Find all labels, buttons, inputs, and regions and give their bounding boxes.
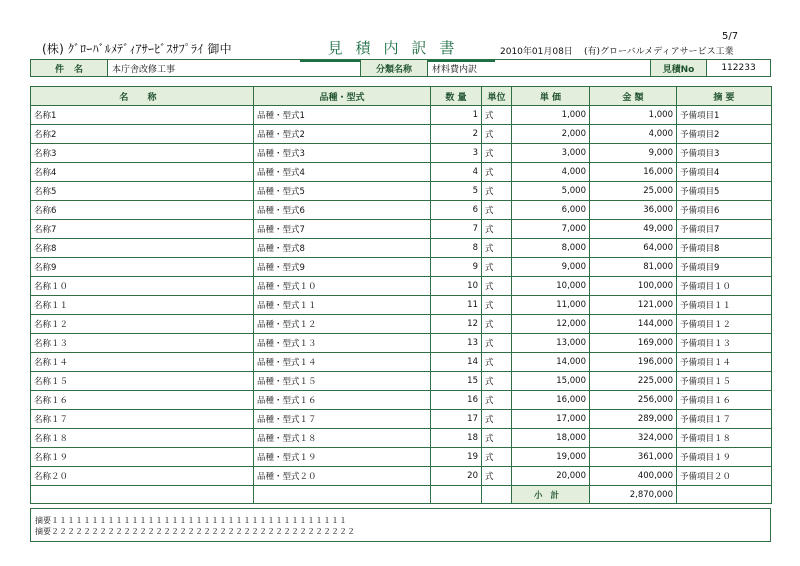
cell-name: 名称5	[31, 182, 254, 201]
cell-amount: 256,000	[590, 391, 677, 410]
cell-name: 名称3	[31, 144, 254, 163]
table-row	[31, 315, 772, 334]
cell-type: 品種・型式１１	[254, 296, 431, 315]
cell-amount: 361,000	[590, 448, 677, 467]
cell-unit-price: 20,000	[512, 467, 590, 486]
issuer-company: (有)グローバルメディアサービス工業	[584, 47, 734, 57]
cell-type: 品種・型式２０	[254, 467, 431, 486]
cell-name: 名称１４	[31, 353, 254, 372]
cell-type: 品種・型式5	[254, 182, 431, 201]
subtotal-blank	[677, 486, 772, 504]
table-row	[31, 353, 772, 372]
info-bar	[30, 59, 771, 77]
cell-type: 品種・型式１６	[254, 391, 431, 410]
cell-amount: 100,000	[590, 277, 677, 296]
cell-amount: 400,000	[590, 467, 677, 486]
items-table	[30, 86, 772, 504]
cell-name: 名称１９	[31, 448, 254, 467]
cell-qty: 10	[431, 277, 482, 296]
cell-qty: 18	[431, 429, 482, 448]
cell-qty: 16	[431, 391, 482, 410]
table-header-row	[31, 87, 772, 106]
cell-name: 名称2	[31, 125, 254, 144]
cell-unit: 式	[482, 391, 512, 410]
cell-unit: 式	[482, 201, 512, 220]
cell-type: 品種・型式１８	[254, 429, 431, 448]
cell-note: 予備項目5	[677, 182, 772, 201]
cell-amount: 81,000	[590, 258, 677, 277]
subtotal-blank	[431, 486, 482, 504]
col-header-qty: 数 量	[431, 87, 482, 106]
cell-amount: 225,000	[590, 372, 677, 391]
category-label: 分類名称	[361, 60, 428, 76]
cell-type: 品種・型式１４	[254, 353, 431, 372]
col-header-name: 名 称	[31, 87, 254, 106]
cell-type: 品種・型式3	[254, 144, 431, 163]
cell-type: 品種・型式１０	[254, 277, 431, 296]
col-header-unit-price: 単 価	[512, 87, 590, 106]
subtotal-label: 小計	[512, 486, 590, 504]
cell-name: 名称１８	[31, 429, 254, 448]
cell-unit: 式	[482, 448, 512, 467]
cell-amount: 144,000	[590, 315, 677, 334]
cell-name: 名称１３	[31, 334, 254, 353]
cell-note: 予備項目１２	[677, 315, 772, 334]
cell-amount: 49,000	[590, 220, 677, 239]
cell-unit: 式	[482, 125, 512, 144]
cell-note: 予備項目１５	[677, 372, 772, 391]
cell-note: 予備項目8	[677, 239, 772, 258]
remarks-line: 摘要１１１１１１１１１１１１１１１１１１１１１１１１１１１１１１１１１１１１１	[35, 516, 347, 525]
cell-note: 予備項目１６	[677, 391, 772, 410]
cell-amount: 64,000	[590, 239, 677, 258]
cell-qty: 2	[431, 125, 482, 144]
remarks-line: 摘要２２２２２２２２２２２２２２２２２２２２２２２２２２２２２２２２２２２２２２	[35, 527, 355, 536]
cell-amount: 324,000	[590, 429, 677, 448]
cell-note: 予備項目4	[677, 163, 772, 182]
cell-qty: 13	[431, 334, 482, 353]
table-row	[31, 277, 772, 296]
cell-unit: 式	[482, 296, 512, 315]
cell-name: 名称１７	[31, 410, 254, 429]
cell-unit-price: 19,000	[512, 448, 590, 467]
cell-unit: 式	[482, 353, 512, 372]
cell-amount: 36,000	[590, 201, 677, 220]
cell-note: 予備項目１１	[677, 296, 772, 315]
cell-name: 名称１０	[31, 277, 254, 296]
cell-unit: 式	[482, 277, 512, 296]
cell-unit-price: 11,000	[512, 296, 590, 315]
cell-name: 名称9	[31, 258, 254, 277]
cell-note: 予備項目3	[677, 144, 772, 163]
table-row	[31, 410, 772, 429]
table-row	[31, 429, 772, 448]
subject-value: 本庁舎改修工事	[108, 60, 361, 76]
cell-qty: 15	[431, 372, 482, 391]
table-row	[31, 106, 772, 125]
cell-qty: 6	[431, 201, 482, 220]
cell-amount: 121,000	[590, 296, 677, 315]
table-row	[31, 467, 772, 486]
table-row	[31, 334, 772, 353]
cell-note: 予備項目１９	[677, 448, 772, 467]
cell-note: 予備項目１０	[677, 277, 772, 296]
cell-type: 品種・型式１３	[254, 334, 431, 353]
col-header-unit: 単位	[482, 87, 512, 106]
cell-type: 品種・型式１７	[254, 410, 431, 429]
table-body	[31, 106, 772, 486]
cell-amount: 16,000	[590, 163, 677, 182]
cell-qty: 4	[431, 163, 482, 182]
table-row	[31, 296, 772, 315]
cell-amount: 169,000	[590, 334, 677, 353]
cell-unit-price: 7,000	[512, 220, 590, 239]
cell-name: 名称１６	[31, 391, 254, 410]
cell-unit: 式	[482, 220, 512, 239]
cell-amount: 4,000	[590, 125, 677, 144]
cell-note: 予備項目1	[677, 106, 772, 125]
cell-qty: 19	[431, 448, 482, 467]
cell-unit: 式	[482, 182, 512, 201]
cell-unit-price: 8,000	[512, 239, 590, 258]
cell-qty: 8	[431, 239, 482, 258]
cell-name: 名称7	[31, 220, 254, 239]
cell-unit-price: 18,000	[512, 429, 590, 448]
cell-unit: 式	[482, 106, 512, 125]
document-title: 見積内訳書	[300, 37, 495, 62]
subtotal-row	[31, 486, 772, 504]
subtotal-blank	[482, 486, 512, 504]
cell-note: 予備項目9	[677, 258, 772, 277]
cell-unit-price: 14,000	[512, 353, 590, 372]
cell-name: 名称１１	[31, 296, 254, 315]
quote-no-value: 112233	[721, 63, 756, 73]
cell-note: 予備項目2	[677, 125, 772, 144]
subtotal-blank	[254, 486, 431, 504]
cell-unit-price: 2,000	[512, 125, 590, 144]
cell-unit-price: 5,000	[512, 182, 590, 201]
cell-name: 名称１５	[31, 372, 254, 391]
cell-qty: 17	[431, 410, 482, 429]
table-row	[31, 220, 772, 239]
cell-qty: 11	[431, 296, 482, 315]
cell-type: 品種・型式4	[254, 163, 431, 182]
cell-unit: 式	[482, 467, 512, 486]
cell-unit-price: 16,000	[512, 391, 590, 410]
table-row	[31, 125, 772, 144]
cell-qty: 5	[431, 182, 482, 201]
table-row	[31, 201, 772, 220]
cell-unit-price: 12,000	[512, 315, 590, 334]
table-row	[31, 372, 772, 391]
cell-type: 品種・型式2	[254, 125, 431, 144]
cell-unit-price: 13,000	[512, 334, 590, 353]
cell-qty: 20	[431, 467, 482, 486]
cell-qty: 7	[431, 220, 482, 239]
cell-unit-price: 9,000	[512, 258, 590, 277]
subject-label: 件名	[31, 60, 108, 76]
cell-type: 品種・型式1	[254, 106, 431, 125]
cell-note: 予備項目１３	[677, 334, 772, 353]
category-value: 材料費内訳	[428, 60, 651, 76]
cell-amount: 1,000	[590, 106, 677, 125]
col-header-amount: 金 額	[590, 87, 677, 106]
cell-qty: 3	[431, 144, 482, 163]
table-row	[31, 239, 772, 258]
cell-qty: 14	[431, 353, 482, 372]
cell-qty: 1	[431, 106, 482, 125]
cell-unit-price: 10,000	[512, 277, 590, 296]
page-number: 5/7	[722, 31, 739, 42]
col-header-type: 品種・型式	[254, 87, 431, 106]
cell-type: 品種・型式7	[254, 220, 431, 239]
cell-type: 品種・型式１５	[254, 372, 431, 391]
cell-name: 名称２０	[31, 467, 254, 486]
cell-note: 予備項目１７	[677, 410, 772, 429]
table-row	[31, 182, 772, 201]
cell-unit: 式	[482, 315, 512, 334]
cell-amount: 9,000	[590, 144, 677, 163]
cell-qty: 12	[431, 315, 482, 334]
cell-unit: 式	[482, 144, 512, 163]
cell-unit-price: 1,000	[512, 106, 590, 125]
cell-unit: 式	[482, 163, 512, 182]
subtotal-blank	[31, 486, 254, 504]
remarks-box	[30, 508, 771, 542]
cell-note: 予備項目１８	[677, 429, 772, 448]
cell-name: 名称6	[31, 201, 254, 220]
cell-name: 名称4	[31, 163, 254, 182]
subtotal-amount: 2,870,000	[590, 486, 677, 504]
cell-unit: 式	[482, 334, 512, 353]
cell-unit-price: 4,000	[512, 163, 590, 182]
cell-name: 名称8	[31, 239, 254, 258]
client-name: (株) ｸﾞﾛｰﾊﾞﾙﾒﾃﾞｨｱｻｰﾋﾞｽｻﾌﾟﾗｲ 御中	[42, 42, 232, 56]
cell-note: 予備項目6	[677, 201, 772, 220]
issue-date: 2010年01月08日	[500, 47, 573, 57]
cell-name: 名称１２	[31, 315, 254, 334]
table-row	[31, 391, 772, 410]
cell-note: 予備項目２０	[677, 467, 772, 486]
col-header-note: 摘 要	[677, 87, 772, 106]
cell-amount: 25,000	[590, 182, 677, 201]
cell-unit-price: 15,000	[512, 372, 590, 391]
cell-type: 品種・型式9	[254, 258, 431, 277]
table-row	[31, 144, 772, 163]
cell-unit: 式	[482, 410, 512, 429]
cell-type: 品種・型式6	[254, 201, 431, 220]
cell-note: 予備項目7	[677, 220, 772, 239]
cell-amount: 289,000	[590, 410, 677, 429]
cell-unit: 式	[482, 429, 512, 448]
cell-type: 品種・型式8	[254, 239, 431, 258]
cell-unit-price: 3,000	[512, 144, 590, 163]
table-row	[31, 448, 772, 467]
quote-no-label: 見積No	[651, 60, 707, 76]
cell-unit: 式	[482, 258, 512, 277]
cell-unit-price: 17,000	[512, 410, 590, 429]
cell-type: 品種・型式１２	[254, 315, 431, 334]
cell-note: 予備項目１４	[677, 353, 772, 372]
table-row	[31, 258, 772, 277]
cell-name: 名称1	[31, 106, 254, 125]
cell-unit-price: 6,000	[512, 201, 590, 220]
cell-unit: 式	[482, 372, 512, 391]
cell-amount: 196,000	[590, 353, 677, 372]
cell-qty: 9	[431, 258, 482, 277]
table-row	[31, 163, 772, 182]
cell-unit: 式	[482, 239, 512, 258]
cell-type: 品種・型式１９	[254, 448, 431, 467]
